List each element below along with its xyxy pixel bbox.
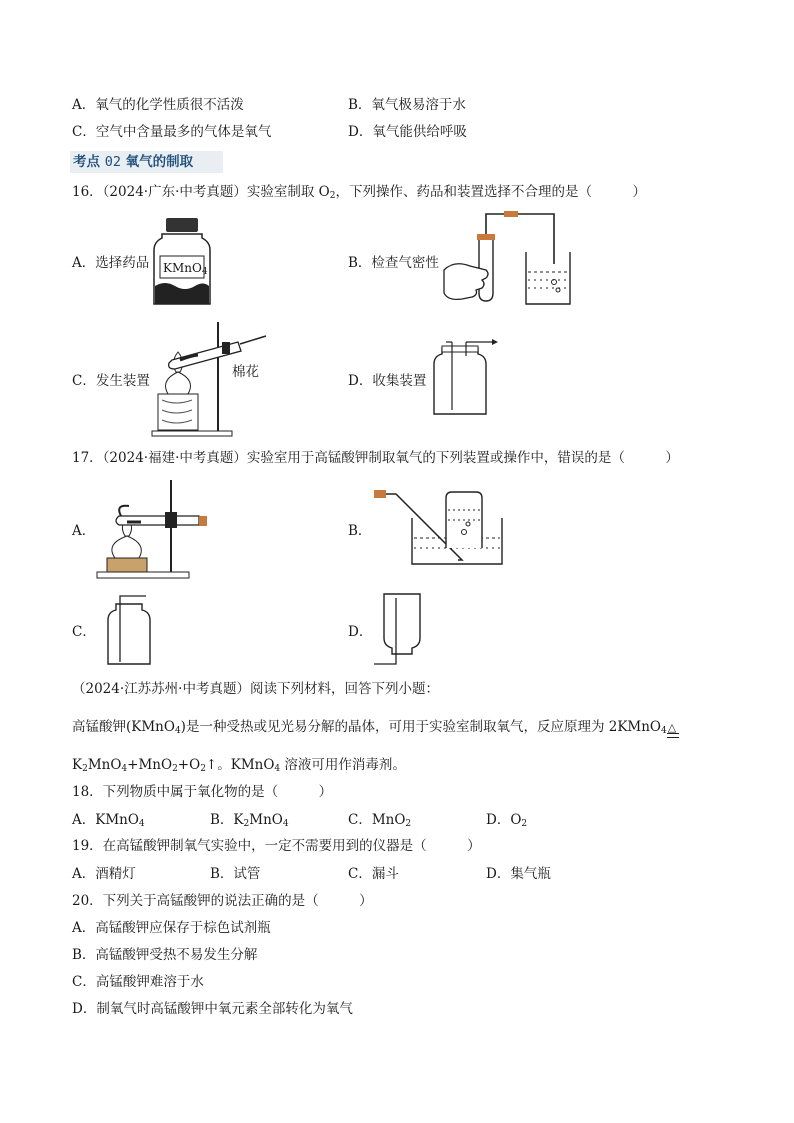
flow-arrow [492,339,498,345]
q19-option-b: B．试管 [210,866,261,882]
q19-stem: 19．在高锰酸钾制氧气实验中，一定不需要用到的仪器是（ ） [72,838,481,854]
q17-downward-collection-figure [370,590,430,670]
cotton-label: 棉花 [232,364,259,380]
material-line2-tail: 溶液可用作消毒剂。 [280,757,406,773]
clamp [165,512,177,528]
material-line2-k: K [72,757,83,773]
q18-b-mid: MnO [249,812,283,828]
material-line2-o: +O [177,757,201,773]
q18-b-text: B．K [210,812,244,828]
bubble-2 [556,288,560,292]
q18-b-sub2: 4 [282,819,289,829]
q19-option-a: A．酒精灯 [72,866,136,882]
q18-a-sub: 4 [138,819,145,829]
material-line2-kmno: ↑。KMnO [205,757,275,773]
q15-option-b: B．氧气极易溶于水 [348,97,466,113]
q18-option-c [348,811,411,833]
q19-option-c: C．漏斗 [348,866,399,882]
q16-b-label: B．检查气密性 [348,255,439,271]
tube-upturn [119,506,129,516]
bottle-stopper [166,218,198,232]
q18-option-b [210,811,289,833]
q16-c-label: C．发生装置 [72,373,150,389]
q19-option-d: D．集气瓶 [486,866,551,882]
section-number: 02 [104,154,121,170]
tube-connector [504,211,518,217]
equals-sign [667,733,679,738]
q15-option-a: A．氧气的化学性质很不活泼 [72,97,244,113]
outlet-tube [240,336,266,344]
rubber-stopper [477,234,495,240]
material-line2-sub5: 4 [274,764,281,774]
material-line2-mno2: +MnO [127,757,173,773]
wood-block [158,394,198,430]
q17-water-displacement-figure [370,488,520,568]
q17-heating-apparatus-figure [95,476,220,582]
q20-option-a: A．高锰酸钾应保存于棕色试剂瓶 [72,920,271,936]
material-source: （2024·江苏苏州·中考真题）阅读下列材料，回答下列小题： [72,681,439,697]
material-line-2 [72,756,406,778]
bottle-label-text [163,259,208,281]
material-line2-sub1: 2 [82,764,88,774]
q16-stem-sub: 2 [329,191,336,201]
material-line2-mno: MnO [87,757,122,773]
section-header [70,151,223,173]
q18-d-text: D．O [486,812,522,828]
bottle-label-sub: 4 [201,267,208,277]
collection-bottle [108,604,150,664]
collection-bottle [434,348,486,414]
q16-stem-part2: ，下列操作、药品和装置选择不合理的是（ ） [335,184,646,200]
q17-d-label: D． [348,624,373,640]
q20-option-c: C．高锰酸钾难溶于水 [72,974,204,990]
q17-upward-collection-figure [100,590,160,668]
stand-base [97,572,189,578]
stopper [199,516,207,526]
q20-option-d: D．制氧气时高锰酸钾中氧元素全部转化为氧气 [72,1001,353,1017]
section-prefix: 考点 [73,154,100,170]
q15-option-d: D．氧气能供给呼吸 [348,124,467,140]
q18-a-text: A．KMnO [72,812,139,828]
q17-stem: 17．（2024·福建·中考真题）实验室用于高锰酸钾制取氧气的下列装置或操作中，错误的是（ ） [72,450,679,466]
q16-stem-part1: 16．（2024·广东·中考真题）实验室制取 O [72,184,330,200]
material-line1-sub1: 4 [174,726,181,736]
gas-collection-bottle-figure [430,338,500,418]
q16-stem [72,183,646,205]
alcohol-lamp [166,372,191,394]
q17-b-label: B． [348,523,372,539]
q18-stem: 18．下列物质中属于氧化物的是（ ） [72,784,333,800]
q20-stem: 20．下列关于高锰酸钾的说法正确的是（ ） [72,893,373,909]
heat-symbol: △ [667,721,677,734]
material-line2-sub2: 4 [121,764,128,774]
alcohol-lamp [112,536,141,558]
material-line1-sub2: 4 [661,726,667,736]
q18-option-a [72,811,145,833]
q15-option-c: C．空气中含量最多的气体是氧气 [72,124,272,140]
delivery-tube [486,214,554,264]
material-line1-part1: 高锰酸钾(KMnO [72,719,175,735]
stand-base [152,431,232,436]
q17-c-label: C． [72,624,96,640]
material-line1-part2: )是一种受热或见光易分解的晶体，可用于实验室制取氧气，反应原理为 2KMnO [180,719,661,735]
q17-a-label: A． [72,523,96,539]
wood-block [107,558,147,572]
q18-d-sub: 2 [521,819,528,829]
q18-b-sub1: 2 [243,819,250,829]
section-title: 氧气的制取 [125,154,194,170]
material-line-1 [72,718,681,740]
material-line2-sub4: 2 [200,764,206,774]
tube-stopper [374,490,386,498]
q18-c-text: C．MnO [348,812,406,828]
clamp [222,342,230,354]
beaker [526,252,570,304]
q18-option-d [486,811,527,833]
hand [444,264,488,300]
q18-c-sub: 2 [405,819,412,829]
bottle-cap [442,346,478,352]
q16-d-label: D．收集装置 [348,373,427,389]
airtightness-check-figure [442,208,572,312]
inverted-collection-bottle [384,594,420,654]
q20-option-b: B．高锰酸钾受热不易发生分解 [72,947,258,963]
bottle-label-formula: KMnO [163,261,202,275]
q16-a-label: A．选择药品 [72,255,150,271]
material-line2-sub3: 2 [172,764,178,774]
